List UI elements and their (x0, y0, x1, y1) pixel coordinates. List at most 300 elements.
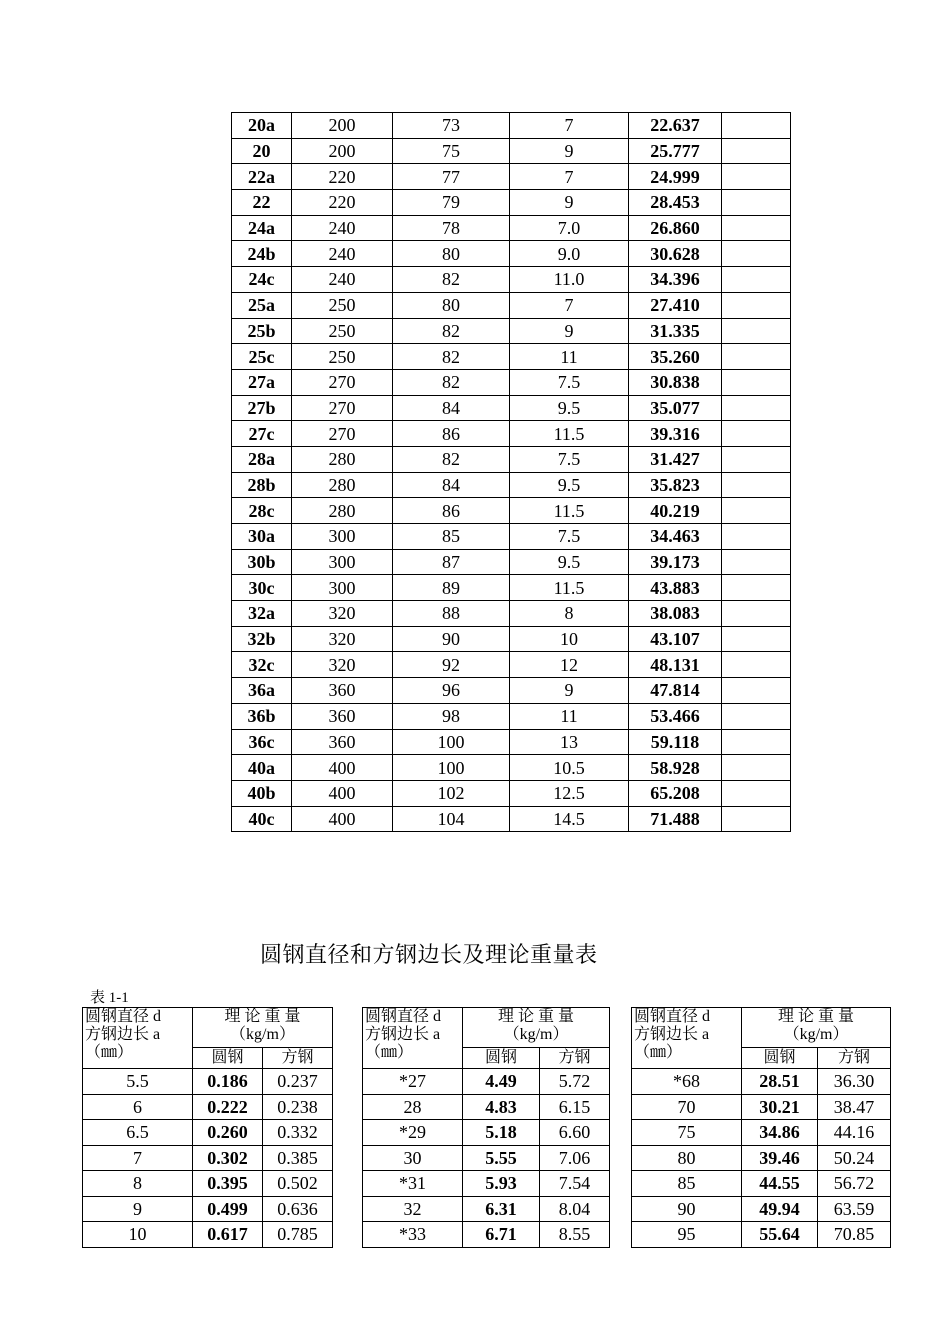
cell-b: 90 (393, 626, 510, 652)
cell-blank (722, 780, 791, 806)
cell-square: 70.85 (818, 1222, 891, 1248)
cell-blank (722, 498, 791, 524)
cell-model: 40b (232, 780, 292, 806)
cell-model: 30c (232, 575, 292, 601)
cell-size: 32 (363, 1196, 463, 1222)
table-row (232, 446, 791, 472)
cell-weight: 53.466 (629, 703, 722, 729)
cell-weight: 38.083 (629, 601, 722, 627)
cell-blank (722, 164, 791, 190)
cell-b: 100 (393, 755, 510, 781)
cell-b: 104 (393, 806, 510, 832)
cell-model: 27a (232, 369, 292, 395)
cell-round: 0.617 (193, 1222, 263, 1248)
cell-b: 80 (393, 241, 510, 267)
table-row (232, 113, 791, 139)
table-row (232, 806, 791, 832)
cell-model: 25c (232, 344, 292, 370)
cell-blank (722, 806, 791, 832)
cell-d: 9.5 (510, 395, 629, 421)
cell-weight: 58.928 (629, 755, 722, 781)
table-row (232, 421, 791, 447)
subheader-row (83, 1047, 891, 1068)
cell-d: 9 (510, 190, 629, 216)
table-row (83, 1196, 891, 1222)
cell-b: 73 (393, 113, 510, 139)
cell-d: 10.5 (510, 755, 629, 781)
cell-model: 24c (232, 267, 292, 293)
cell-weight: 24.999 (629, 164, 722, 190)
size-header-line: 方钢边长 a (634, 1026, 710, 1043)
cell-blank (722, 113, 791, 139)
cell-model: 24b (232, 241, 292, 267)
cell-b: 102 (393, 780, 510, 806)
cell-weight: 35.823 (629, 472, 722, 498)
cell-round: 0.260 (193, 1120, 263, 1146)
cell-round: 6.71 (463, 1222, 540, 1248)
bar-weight-table (82, 1007, 891, 1248)
cell-blank (722, 215, 791, 241)
round-subheader: 圆钢 (463, 1047, 540, 1068)
table-row (83, 1069, 891, 1095)
cell-h: 360 (292, 729, 393, 755)
cell-d: 12.5 (510, 780, 629, 806)
cell-h: 280 (292, 498, 393, 524)
cell-round: 39.46 (742, 1145, 818, 1171)
weight-header-line: 理 论 重 量 (778, 1008, 855, 1025)
weight-header-line: （kg/m） (783, 1026, 849, 1043)
cell-model: 27c (232, 421, 292, 447)
cell-round: 4.49 (463, 1069, 540, 1095)
cell-square: 0.237 (263, 1069, 333, 1095)
cell-size: 75 (632, 1120, 742, 1146)
cell-blank (722, 729, 791, 755)
weight-header (742, 1008, 891, 1048)
cell-square: 0.502 (263, 1171, 333, 1197)
cell-model: 32b (232, 626, 292, 652)
cell-h: 400 (292, 806, 393, 832)
cell-blank (722, 267, 791, 293)
cell-round: 34.86 (742, 1120, 818, 1146)
table-row (232, 215, 791, 241)
cell-b: 98 (393, 703, 510, 729)
cell-model: 27b (232, 395, 292, 421)
cell-d: 9.0 (510, 241, 629, 267)
cell-size: *68 (632, 1069, 742, 1095)
cell-model: 36c (232, 729, 292, 755)
table-row (232, 292, 791, 318)
cell-d: 14.5 (510, 806, 629, 832)
cell-h: 200 (292, 138, 393, 164)
cell-b: 75 (393, 138, 510, 164)
cell-blank (722, 524, 791, 550)
size-header-line: 圆钢直径 d (85, 1008, 162, 1025)
size-header-line: 方钢边长 a (365, 1026, 441, 1043)
cell-round: 5.18 (463, 1120, 540, 1146)
cell-blank (722, 678, 791, 704)
cell-size: *27 (363, 1069, 463, 1095)
cell-b: 89 (393, 575, 510, 601)
cell-model: 22a (232, 164, 292, 190)
cell-model: 20a (232, 113, 292, 139)
cell-d: 11.5 (510, 575, 629, 601)
cell-weight: 22.637 (629, 113, 722, 139)
size-header (83, 1008, 193, 1069)
table-row (232, 575, 791, 601)
cell-h: 280 (292, 472, 393, 498)
cell-d: 11 (510, 703, 629, 729)
cell-h: 240 (292, 241, 393, 267)
size-header (632, 1008, 742, 1069)
cell-h: 250 (292, 292, 393, 318)
square-subheader: 方钢 (540, 1047, 610, 1068)
cell-round: 6.31 (463, 1196, 540, 1222)
cell-size: 70 (632, 1094, 742, 1120)
weight-header-line: （kg/m） (230, 1026, 295, 1043)
cell-d: 11.5 (510, 421, 629, 447)
cell-blank (722, 292, 791, 318)
cell-weight: 43.883 (629, 575, 722, 601)
cell-b: 85 (393, 524, 510, 550)
size-header-line: （㎜） (365, 1044, 414, 1061)
cell-round: 49.94 (742, 1196, 818, 1222)
cell-model: 32c (232, 652, 292, 678)
cell-model: 20 (232, 138, 292, 164)
cell-model: 32a (232, 601, 292, 627)
cell-h: 270 (292, 421, 393, 447)
cell-round: 5.55 (463, 1145, 540, 1171)
cell-h: 240 (292, 267, 393, 293)
cell-blank (722, 241, 791, 267)
cell-weight: 30.838 (629, 369, 722, 395)
cell-b: 78 (393, 215, 510, 241)
cell-blank (722, 549, 791, 575)
cell-square: 8.04 (540, 1196, 610, 1222)
cell-d: 7.5 (510, 446, 629, 472)
cell-size: 6 (83, 1094, 193, 1120)
cell-model: 40a (232, 755, 292, 781)
cell-d: 13 (510, 729, 629, 755)
cell-h: 220 (292, 164, 393, 190)
cell-b: 86 (393, 498, 510, 524)
table-row (232, 652, 791, 678)
cell-weight: 40.219 (629, 498, 722, 524)
cell-b: 84 (393, 472, 510, 498)
cell-size: 90 (632, 1196, 742, 1222)
cell-round: 28.51 (742, 1069, 818, 1095)
cell-d: 9.5 (510, 549, 629, 575)
size-header-line: 圆钢直径 d (365, 1008, 442, 1025)
table-row (83, 1145, 891, 1171)
cell-square: 7.54 (540, 1171, 610, 1197)
cell-square: 0.238 (263, 1094, 333, 1120)
cell-b: 77 (393, 164, 510, 190)
cell-weight: 48.131 (629, 652, 722, 678)
cell-square: 8.55 (540, 1222, 610, 1248)
cell-model: 24a (232, 215, 292, 241)
table-row (83, 1094, 891, 1120)
round-subheader: 圆钢 (193, 1047, 263, 1068)
cell-model: 40c (232, 806, 292, 832)
cell-blank (722, 652, 791, 678)
cell-round: 0.302 (193, 1145, 263, 1171)
cell-round: 55.64 (742, 1222, 818, 1248)
cell-d: 7.5 (510, 369, 629, 395)
cell-round: 0.222 (193, 1094, 263, 1120)
cell-round: 30.21 (742, 1094, 818, 1120)
cell-weight: 25.777 (629, 138, 722, 164)
cell-square: 56.72 (818, 1171, 891, 1197)
cell-b: 82 (393, 267, 510, 293)
cell-square: 5.72 (540, 1069, 610, 1095)
cell-square: 6.60 (540, 1120, 610, 1146)
cell-round: 44.55 (742, 1171, 818, 1197)
table-row (232, 472, 791, 498)
cell-d: 10 (510, 626, 629, 652)
cell-weight: 28.453 (629, 190, 722, 216)
cell-weight: 59.118 (629, 729, 722, 755)
cell-blank (722, 190, 791, 216)
cell-b: 82 (393, 369, 510, 395)
table-row (232, 626, 791, 652)
table-row (232, 190, 791, 216)
cell-h: 250 (292, 318, 393, 344)
cell-h: 300 (292, 575, 393, 601)
table-row (232, 138, 791, 164)
cell-d: 9 (510, 318, 629, 344)
cell-b: 84 (393, 395, 510, 421)
header-row (83, 1008, 891, 1048)
cell-size: 5.5 (83, 1069, 193, 1095)
cell-weight: 31.335 (629, 318, 722, 344)
cell-model: 30a (232, 524, 292, 550)
bar-weight-title: 圆钢直径和方钢边长及理论重量表 (260, 942, 598, 967)
cell-weight: 71.488 (629, 806, 722, 832)
cell-b: 82 (393, 344, 510, 370)
table-row (232, 780, 791, 806)
table-row (232, 267, 791, 293)
cell-d: 7 (510, 113, 629, 139)
cell-model: 30b (232, 549, 292, 575)
cell-d: 9 (510, 138, 629, 164)
cell-h: 200 (292, 113, 393, 139)
cell-weight: 65.208 (629, 780, 722, 806)
cell-size: *33 (363, 1222, 463, 1248)
cell-h: 300 (292, 524, 393, 550)
cell-h: 220 (292, 190, 393, 216)
cell-square: 0.385 (263, 1145, 333, 1171)
cell-weight: 35.077 (629, 395, 722, 421)
cell-blank (722, 575, 791, 601)
table-row (83, 1222, 891, 1248)
table-row (232, 318, 791, 344)
cell-size: *31 (363, 1171, 463, 1197)
cell-h: 320 (292, 652, 393, 678)
table-row (232, 703, 791, 729)
square-subheader: 方钢 (818, 1047, 891, 1068)
cell-d: 9 (510, 678, 629, 704)
cell-blank (722, 755, 791, 781)
table-row (83, 1120, 891, 1146)
cell-blank (722, 446, 791, 472)
cell-model: 28c (232, 498, 292, 524)
cell-square: 63.59 (818, 1196, 891, 1222)
cell-blank (722, 138, 791, 164)
cell-round: 4.83 (463, 1094, 540, 1120)
cell-h: 270 (292, 395, 393, 421)
cell-round: 0.499 (193, 1196, 263, 1222)
cell-size: 30 (363, 1145, 463, 1171)
cell-b: 87 (393, 549, 510, 575)
cell-h: 270 (292, 369, 393, 395)
group-gap (610, 1008, 632, 1248)
cell-size: 28 (363, 1094, 463, 1120)
cell-b: 96 (393, 678, 510, 704)
cell-weight: 30.628 (629, 241, 722, 267)
table-row (232, 241, 791, 267)
table-row (232, 395, 791, 421)
cell-weight: 34.463 (629, 524, 722, 550)
weight-header-line: （kg/m） (503, 1026, 569, 1043)
size-header-line: 圆钢直径 d (634, 1008, 711, 1025)
table-row (83, 1171, 891, 1197)
cell-size: 80 (632, 1145, 742, 1171)
weight-header (463, 1008, 610, 1048)
table-row (232, 601, 791, 627)
cell-d: 9.5 (510, 472, 629, 498)
size-header-line: （㎜） (634, 1044, 683, 1061)
cell-d: 7 (510, 292, 629, 318)
cell-weight: 43.107 (629, 626, 722, 652)
cell-d: 11.5 (510, 498, 629, 524)
cell-square: 6.15 (540, 1094, 610, 1120)
cell-b: 82 (393, 446, 510, 472)
cell-round: 5.93 (463, 1171, 540, 1197)
cell-h: 360 (292, 678, 393, 704)
cell-d: 7.0 (510, 215, 629, 241)
cell-size: 95 (632, 1222, 742, 1248)
cell-square: 0.332 (263, 1120, 333, 1146)
cell-size: 85 (632, 1171, 742, 1197)
cell-blank (722, 369, 791, 395)
cell-h: 400 (292, 780, 393, 806)
cell-model: 36b (232, 703, 292, 729)
cell-b: 80 (393, 292, 510, 318)
table-row (232, 369, 791, 395)
table-row (232, 549, 791, 575)
cell-b: 86 (393, 421, 510, 447)
cell-b: 79 (393, 190, 510, 216)
weight-header-line: 理 论 重 量 (498, 1008, 575, 1025)
cell-square: 44.16 (818, 1120, 891, 1146)
cell-b: 100 (393, 729, 510, 755)
table-row (232, 344, 791, 370)
weight-header (193, 1008, 333, 1048)
cell-model: 25b (232, 318, 292, 344)
table-row (232, 524, 791, 550)
cell-d: 11 (510, 344, 629, 370)
cell-h: 320 (292, 601, 393, 627)
cell-weight: 34.396 (629, 267, 722, 293)
cell-size: 6.5 (83, 1120, 193, 1146)
cell-square: 0.785 (263, 1222, 333, 1248)
table-row (232, 678, 791, 704)
cell-d: 8 (510, 601, 629, 627)
cell-h: 400 (292, 755, 393, 781)
channel-steel-table (231, 112, 791, 832)
table-row (232, 729, 791, 755)
cell-b: 82 (393, 318, 510, 344)
cell-d: 7 (510, 164, 629, 190)
cell-weight: 39.173 (629, 549, 722, 575)
cell-blank (722, 472, 791, 498)
cell-h: 250 (292, 344, 393, 370)
cell-blank (722, 344, 791, 370)
cell-h: 240 (292, 215, 393, 241)
cell-weight: 27.410 (629, 292, 722, 318)
table-row (232, 755, 791, 781)
cell-model: 25a (232, 292, 292, 318)
cell-blank (722, 421, 791, 447)
size-header-line: 方钢边长 a (85, 1026, 161, 1043)
cell-square: 38.47 (818, 1094, 891, 1120)
table-row (232, 498, 791, 524)
cell-weight: 35.260 (629, 344, 722, 370)
cell-weight: 39.316 (629, 421, 722, 447)
cell-blank (722, 601, 791, 627)
cell-h: 360 (292, 703, 393, 729)
square-subheader: 方钢 (263, 1047, 333, 1068)
cell-blank (722, 626, 791, 652)
size-header (363, 1008, 463, 1069)
cell-h: 320 (292, 626, 393, 652)
cell-blank (722, 395, 791, 421)
size-header-line: （㎜） (85, 1044, 134, 1061)
cell-blank (722, 703, 791, 729)
cell-square: 50.24 (818, 1145, 891, 1171)
cell-d: 7.5 (510, 524, 629, 550)
cell-b: 92 (393, 652, 510, 678)
cell-weight: 31.427 (629, 446, 722, 472)
cell-model: 22 (232, 190, 292, 216)
cell-weight: 26.860 (629, 215, 722, 241)
cell-b: 88 (393, 601, 510, 627)
cell-blank (722, 318, 791, 344)
cell-square: 36.30 (818, 1069, 891, 1095)
cell-size: 7 (83, 1145, 193, 1171)
cell-model: 28a (232, 446, 292, 472)
cell-round: 0.186 (193, 1069, 263, 1095)
cell-square: 0.636 (263, 1196, 333, 1222)
cell-d: 12 (510, 652, 629, 678)
cell-size: 10 (83, 1222, 193, 1248)
cell-square: 7.06 (540, 1145, 610, 1171)
cell-round: 0.395 (193, 1171, 263, 1197)
group-gap (333, 1008, 363, 1248)
cell-d: 11.0 (510, 267, 629, 293)
cell-model: 28b (232, 472, 292, 498)
cell-size: *29 (363, 1120, 463, 1146)
cell-model: 36a (232, 678, 292, 704)
weight-header-line: 理 论 重 量 (224, 1008, 301, 1025)
round-subheader: 圆钢 (742, 1047, 818, 1068)
cell-size: 8 (83, 1171, 193, 1197)
cell-size: 9 (83, 1196, 193, 1222)
table-row (232, 164, 791, 190)
cell-weight: 47.814 (629, 678, 722, 704)
cell-h: 300 (292, 549, 393, 575)
table-label: 表 1-1 (90, 990, 129, 1006)
